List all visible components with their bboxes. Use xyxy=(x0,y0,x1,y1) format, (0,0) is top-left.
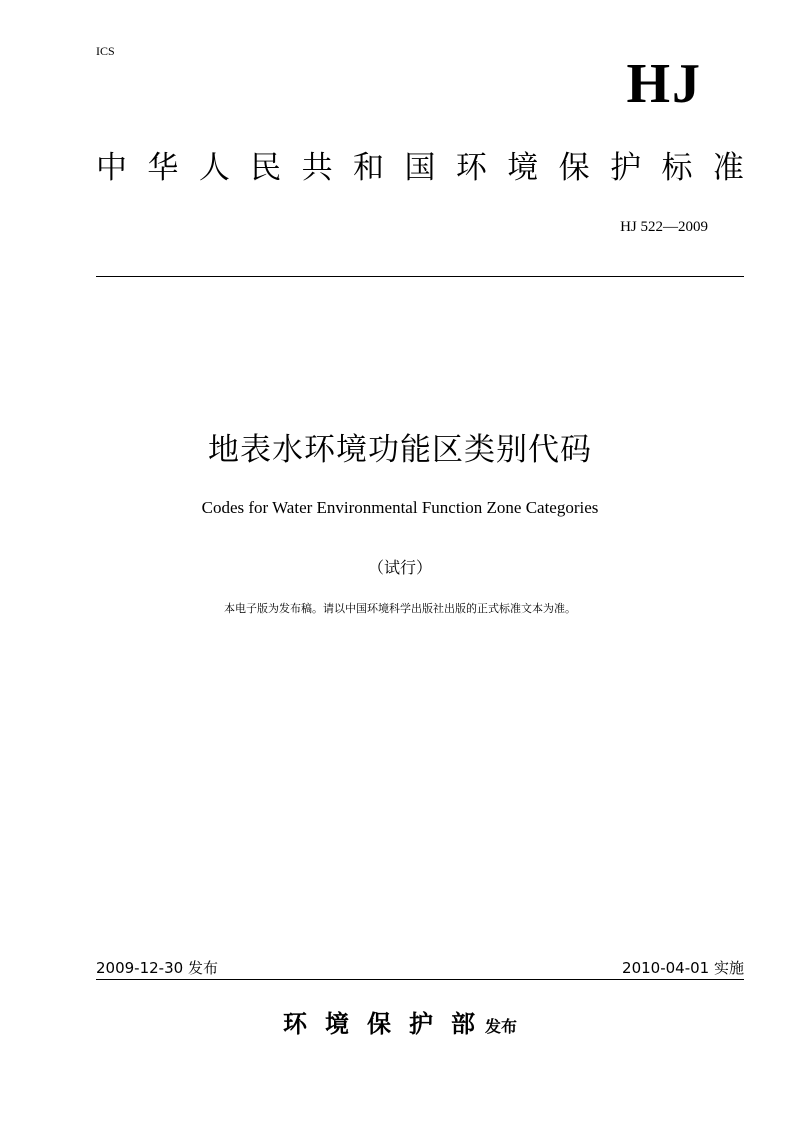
issuer-char: 护 xyxy=(408,1010,433,1038)
org-char: 民 xyxy=(250,150,282,186)
issuer-char: 境 xyxy=(324,1010,349,1038)
org-char: 护 xyxy=(610,150,642,186)
org-char: 境 xyxy=(507,150,539,186)
standard-organization-title xyxy=(96,150,744,187)
issuer-char: 保 xyxy=(366,1010,391,1038)
footer-divider xyxy=(96,979,744,980)
issue-date: 2009-12-30 发布 xyxy=(96,959,218,977)
ics-label: ICS xyxy=(96,44,115,58)
trial-label: （试行） xyxy=(367,558,432,577)
title-chinese: 地表水环境功能区类别代码 xyxy=(208,432,592,468)
edition-notice: 本电子版为发布稿。请以中国环境科学出版社出版的正式标准文本为准。 xyxy=(224,602,576,615)
org-char: 准 xyxy=(712,150,744,186)
issuer-char: 环 xyxy=(282,1010,307,1038)
org-char: 和 xyxy=(353,150,385,186)
issuer-char: 部 xyxy=(450,1010,475,1038)
header-divider xyxy=(96,276,744,277)
org-char: 标 xyxy=(661,150,693,186)
issuer-name xyxy=(283,1004,475,1039)
title-english: Codes for Water Environmental Function Zone Categories xyxy=(201,498,599,517)
org-char: 保 xyxy=(558,150,590,186)
org-char: 环 xyxy=(455,150,487,186)
issuer-suffix: 发布 xyxy=(484,1017,517,1036)
implementation-date: 2010-04-01 实施 xyxy=(622,959,744,977)
org-char: 华 xyxy=(147,150,179,186)
org-char: 国 xyxy=(404,150,436,186)
standard-number: HJ 522—2009 xyxy=(620,219,708,235)
org-char: 中 xyxy=(96,150,127,186)
org-char: 人 xyxy=(198,150,230,186)
org-char: 共 xyxy=(301,150,333,186)
hj-logo: HJ xyxy=(626,53,702,115)
issuer-line xyxy=(0,1004,800,1039)
